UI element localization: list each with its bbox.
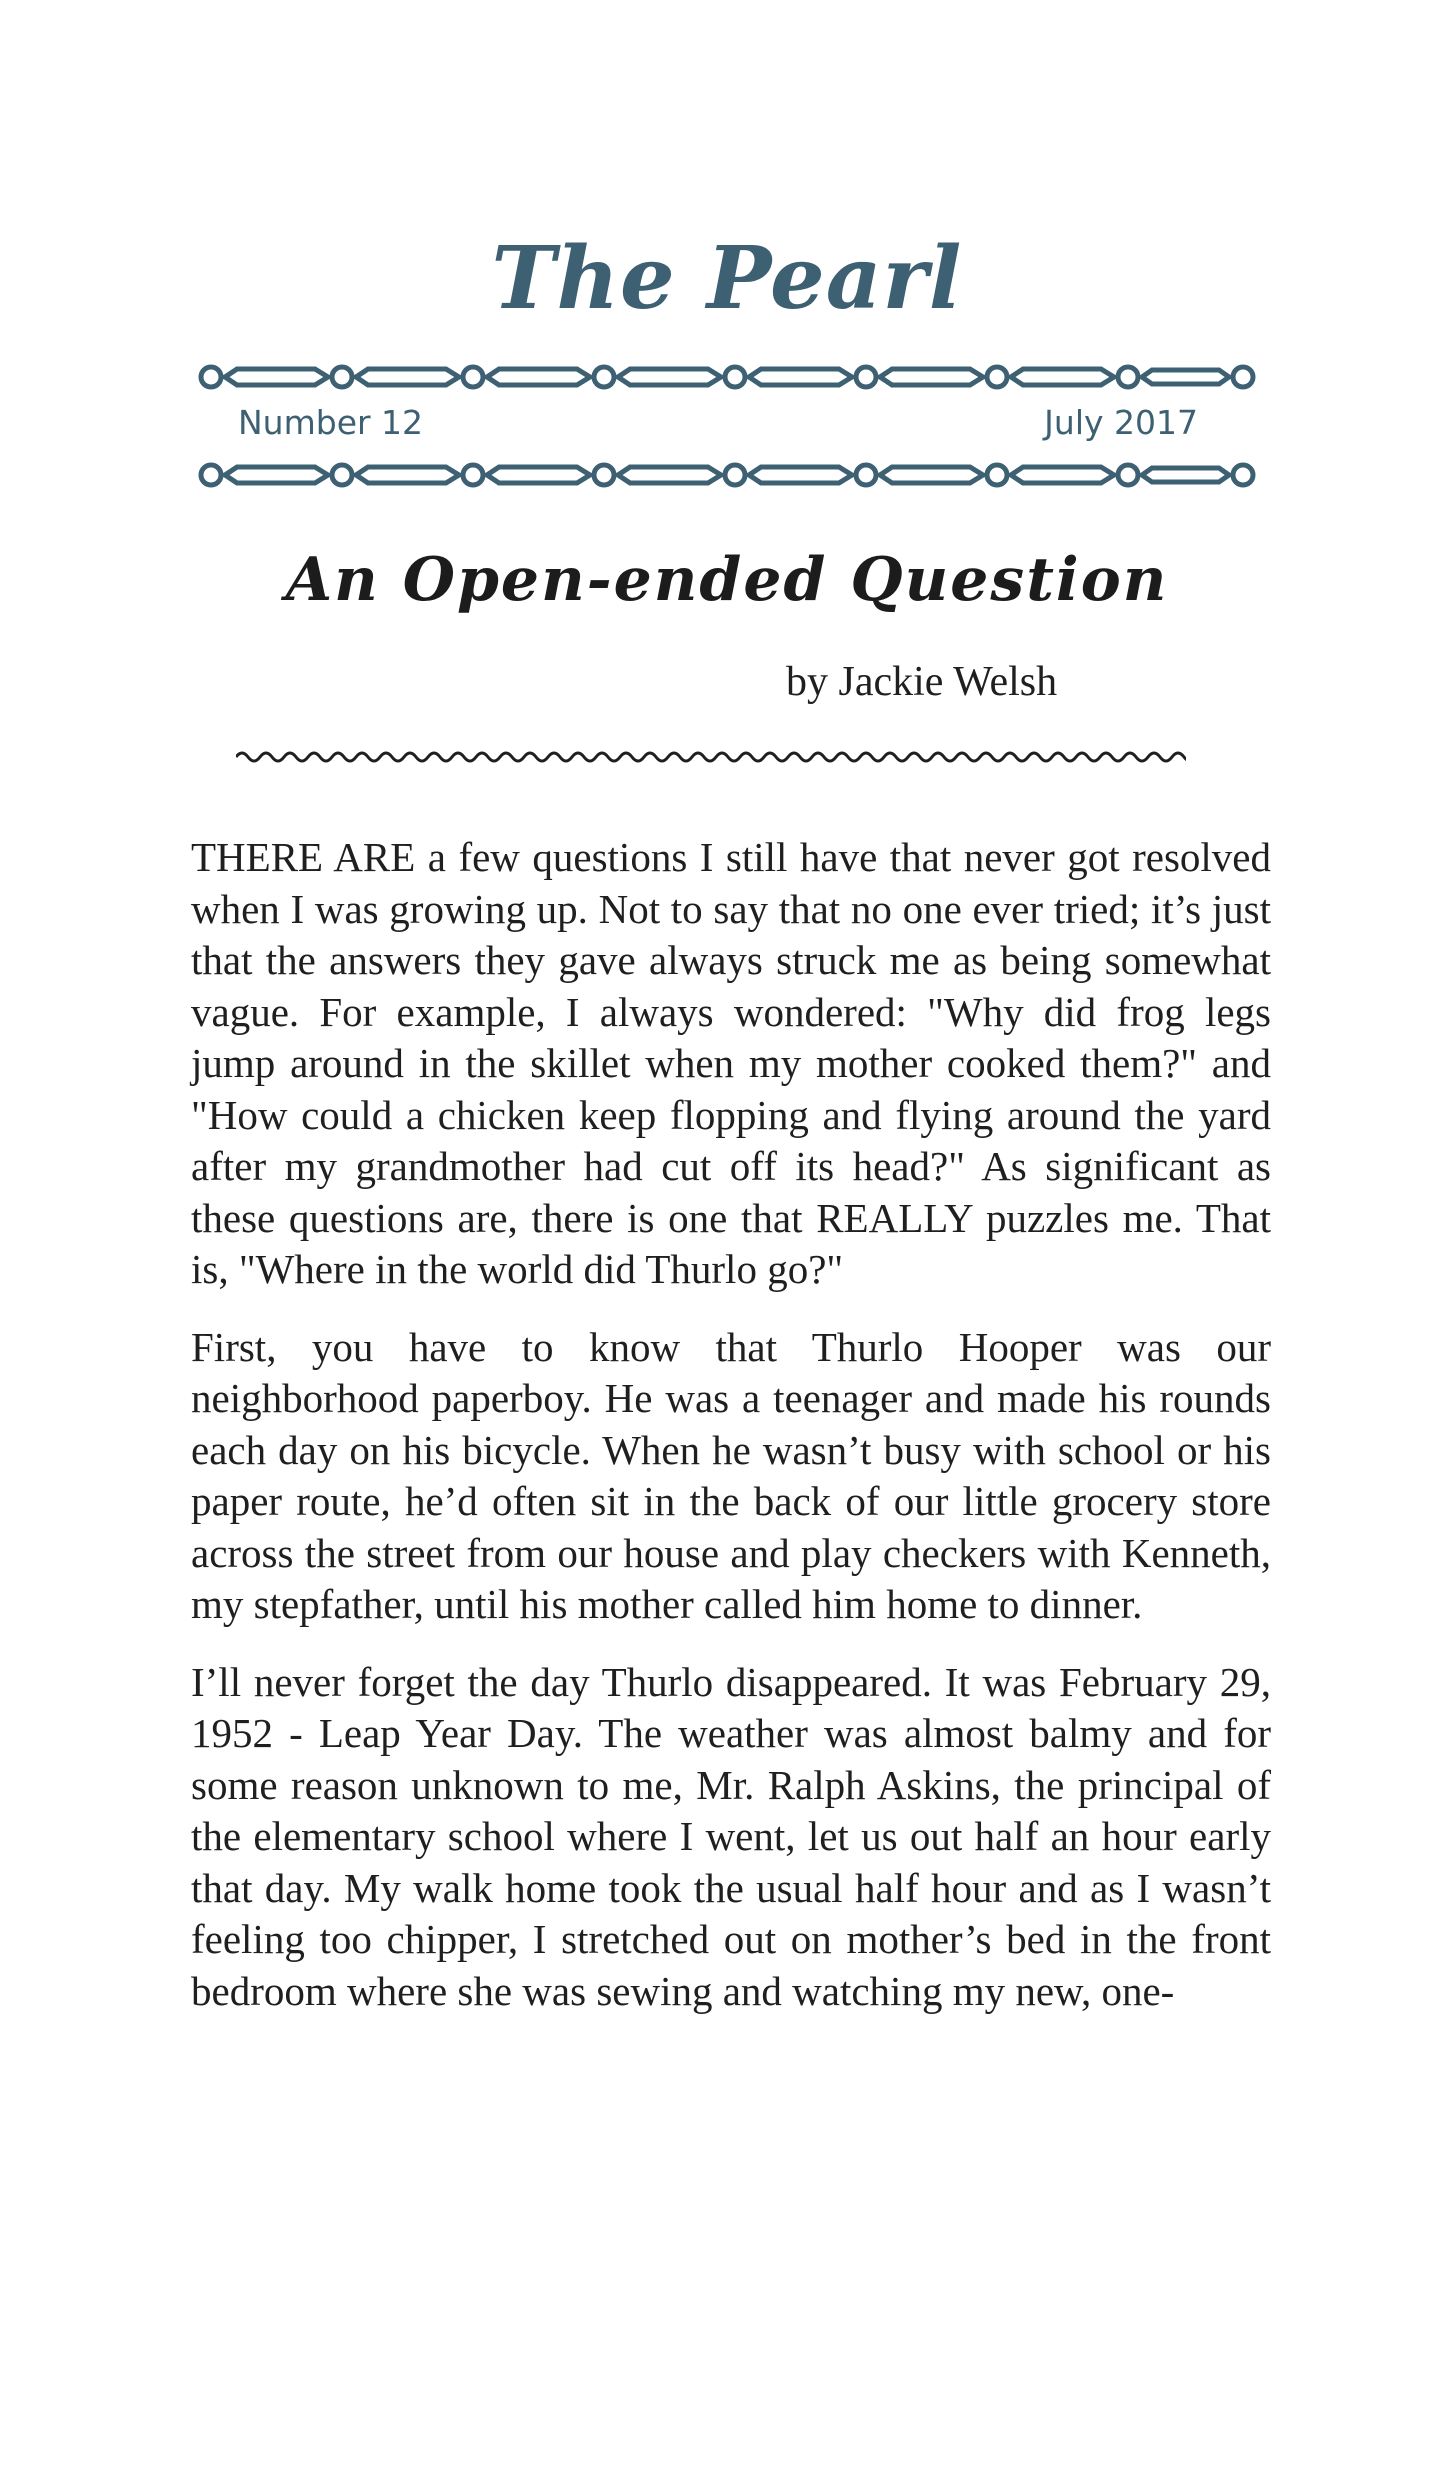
issue-date: July 2017 [1044, 403, 1198, 442]
article-paragraph: I’ll never forget the day Thurlo disappeared. It was February 29, 1952 - Leap Year Day. The weather was almost balmy and for some reason unknown to me, Mr. Ralph Askins, the principal of the elementary school where I went, let us out half an hour early that day. My walk home took the usual half hour and as I wasn’t feeling too chipper, I stretched out on mother’s bed in the front bedroom where she was sewing and watching my new, one- [191, 1658, 1271, 2014]
chain-ornament-bottom-icon [197, 455, 1257, 495]
wavy-divider-icon [236, 745, 1186, 769]
issue-number: Number 12 [238, 403, 424, 442]
newsletter-title: The Pearl [491, 228, 963, 329]
chain-ornament-top-icon [197, 357, 1257, 397]
article-paragraph: First, you have to know that Thurlo Hooper was our neighborhood paperboy. He was a teenager and made his rounds each day on his bicycle. When he wasn’t busy with school or his paper route, he’d often sit in the back of our little grocery store across the street from our house and play checkers with Kenneth, my stepfather, until his mother called him home to dinner. [191, 1323, 1271, 1627]
article-paragraph: THERE ARE a few questions I still have that never got resolved when I was growing up. Not to say that no one ever tried; it’s just that the answers they gave always struck me as being somewhat vague. For example, I always wondered: "Why did frog legs jump around in the skillet when my mother cooked them?" and "How could a chicken keep flopping and flying around the yard after my grandmother had cut off its head?" As significant as these questions are, there is one that REALLY puzzles me. That is, "Where in the world did Thurlo go?" [191, 834, 1271, 1292]
article-title: An Open-ended Question [285, 545, 1169, 615]
issue-info-row [238, 403, 1198, 449]
article-byline: by Jackie Welsh [786, 659, 1058, 705]
article-body [191, 832, 1271, 2043]
